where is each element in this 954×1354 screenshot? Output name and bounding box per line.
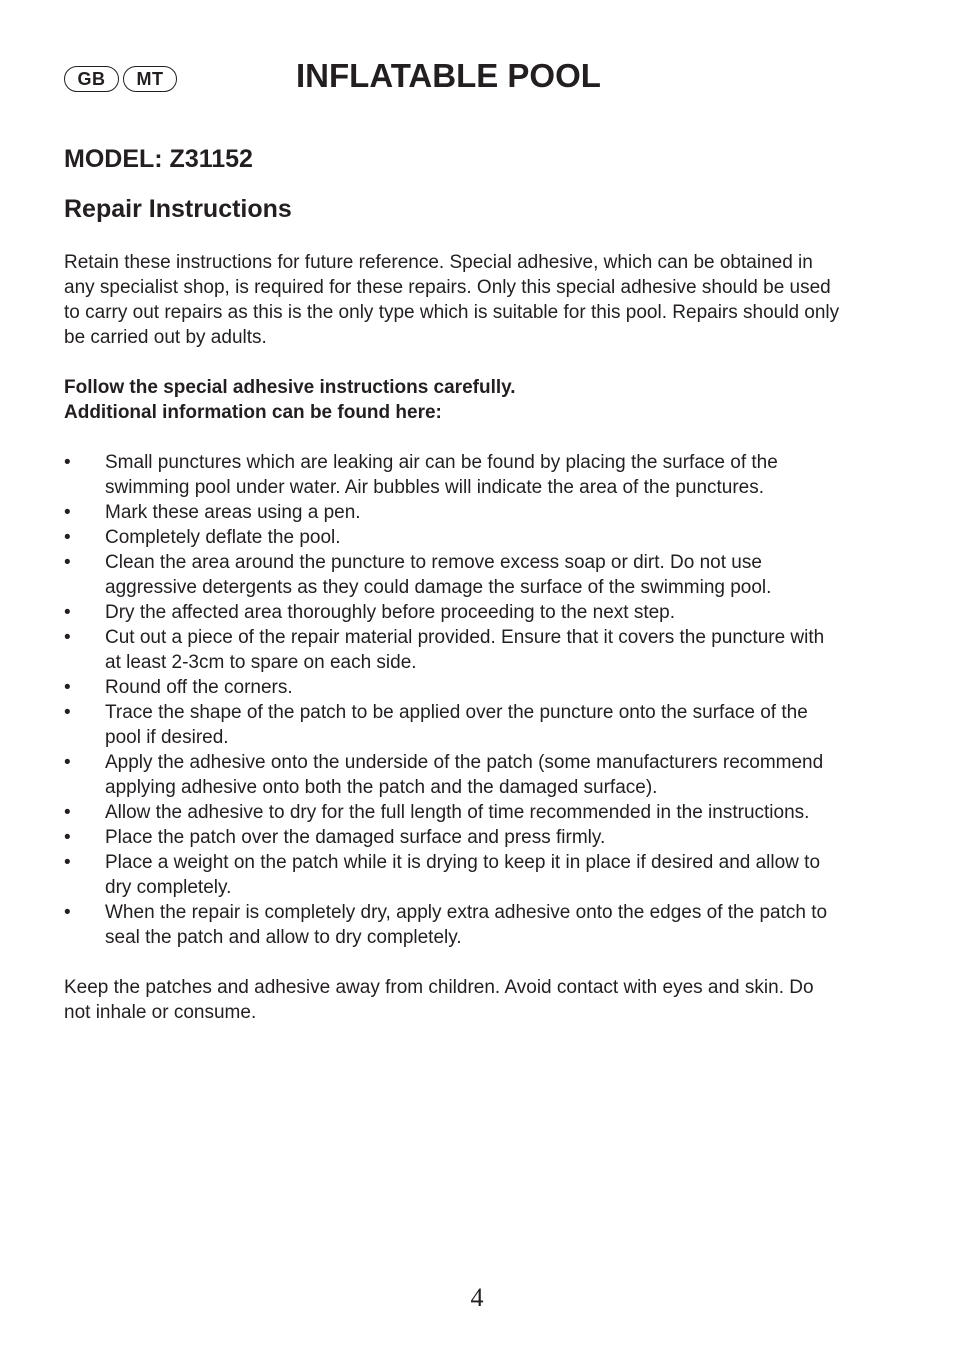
page-number: 4 bbox=[470, 1283, 484, 1312]
list-item bbox=[64, 500, 844, 525]
step-text: Place a weight on the patch while it is drying to keep it in place if desired and allow to dry completely. bbox=[105, 852, 821, 898]
bullet-icon: • bbox=[64, 602, 71, 623]
bold-line: Additional information can be found here: bbox=[64, 402, 442, 423]
repair-steps-list bbox=[64, 450, 844, 950]
list-item bbox=[64, 825, 844, 850]
list-item bbox=[64, 450, 844, 500]
step-text: Trace the shape of the patch to be applied over the puncture onto the surface of the pool if desired. bbox=[105, 702, 808, 748]
list-item bbox=[64, 525, 844, 550]
bullet-icon: • bbox=[64, 702, 71, 723]
list-item bbox=[64, 625, 844, 675]
bullet-icon: • bbox=[64, 452, 71, 473]
bold-line: Follow the special adhesive instructions carefully. bbox=[64, 377, 516, 398]
bullet-icon: • bbox=[64, 852, 71, 873]
step-text: Mark these areas using a pen. bbox=[105, 502, 361, 523]
list-item bbox=[64, 600, 844, 625]
bullet-icon: • bbox=[64, 552, 71, 573]
step-text: Clean the area around the puncture to remove excess soap or dirt. Do not use aggressive detergents as they could damage the surface of the swimming pool. bbox=[105, 552, 772, 598]
list-item bbox=[64, 800, 844, 825]
list-item bbox=[64, 850, 844, 900]
language-badge-mt: MT bbox=[123, 66, 177, 92]
section-heading: Repair Instructions bbox=[64, 195, 292, 223]
intro-paragraph: Retain these instructions for future reference. Special adhesive, which can be obtained in any specialist shop, is required for these repairs. Only this special adhesive should be used to carry out repairs as this is the only type which is suitable for this pool. Repairs should only be carried out by adults. bbox=[64, 252, 840, 348]
step-text: Apply the adhesive onto the underside of the patch (some manufacturers recommend applying adhesive onto both the patch and the damaged surface). bbox=[105, 752, 824, 798]
bullet-icon: • bbox=[64, 627, 71, 648]
list-item bbox=[64, 550, 844, 600]
list-item bbox=[64, 700, 844, 750]
step-text: When the repair is completely dry, apply extra adhesive onto the edges of the patch to seal the patch and allow to dry completely. bbox=[105, 902, 828, 948]
step-text: Place the patch over the damaged surface and press firmly. bbox=[105, 827, 606, 848]
bullet-icon: • bbox=[64, 677, 71, 698]
document-title: INFLATABLE POOL bbox=[296, 57, 601, 94]
step-text: Completely deflate the pool. bbox=[105, 527, 341, 548]
bold-instructions bbox=[64, 375, 844, 425]
list-item bbox=[64, 900, 844, 950]
step-text: Small punctures which are leaking air can be found by placing the surface of the swimming pool under water. Air bubbles will indicate the area of the punctures. bbox=[105, 452, 778, 498]
model-heading: MODEL: Z31152 bbox=[64, 145, 253, 173]
language-badge-gb: GB bbox=[64, 66, 119, 92]
language-badges bbox=[64, 66, 177, 92]
list-item bbox=[64, 750, 844, 800]
bullet-icon: • bbox=[64, 902, 71, 923]
main-content bbox=[64, 142, 844, 1025]
closing-paragraph: Keep the patches and adhesive away from children. Avoid contact with eyes and skin. Do not inhale or consume. bbox=[64, 977, 814, 1023]
bullet-icon: • bbox=[64, 502, 71, 523]
bullet-icon: • bbox=[64, 827, 71, 848]
bullet-icon: • bbox=[64, 802, 71, 823]
bullet-icon: • bbox=[64, 752, 71, 773]
step-text: Cut out a piece of the repair material provided. Ensure that it covers the puncture with at least 2-3cm to spare on each side. bbox=[105, 627, 825, 673]
step-text: Round off the corners. bbox=[105, 677, 293, 698]
bullet-icon: • bbox=[64, 527, 71, 548]
step-text: Dry the affected area thoroughly before proceeding to the next step. bbox=[105, 602, 676, 623]
list-item bbox=[64, 675, 844, 700]
step-text: Allow the adhesive to dry for the full length of time recommended in the instructions. bbox=[105, 802, 810, 823]
